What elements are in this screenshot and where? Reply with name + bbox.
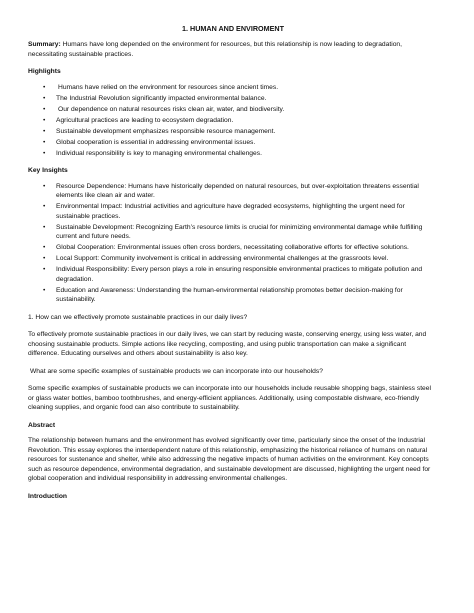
question-2: What are some specific examples of sustainable products we can incorporate into our households? xyxy=(30,367,323,375)
list-item: • Sustainable development emphasizes responsible resource management. xyxy=(56,127,438,137)
list-item: • Global Cooperation: Environmental issues often cross borders, necessitating collaborative efforts for effective solutions. xyxy=(56,243,438,253)
highlights-list xyxy=(28,83,438,159)
document-title: 1. HUMAN AND ENVIROMENT xyxy=(182,24,284,33)
list-item: • Individual Responsibility: Every person plays a role in ensuring responsible environmental practices to mitigate pollution and degradation. xyxy=(56,265,438,284)
summary-paragraph xyxy=(28,40,438,59)
answer-1: To effectively promote sustainable practices in our daily lives, we can start by reducing waste, conserving energy, using less water, and choosing sustainable products. Simple actions like recycling, composting, and using public transportation can make a significant difference. Educating ourselves and others about sustainability is also key. xyxy=(28,331,427,357)
question-1: 1. How can we effectively promote sustainable practices in our daily lives? xyxy=(28,313,248,321)
list-item: • Local Support: Community involvement is critical in addressing environmental challenges at the grassroots level. xyxy=(56,254,438,264)
list-item: • Resource Dependence: Humans have historically depended on natural resources, but over-exploitation threatens essential elements like clean air and water. xyxy=(56,182,438,201)
key-insights-heading: Key Insights xyxy=(28,167,68,174)
list-item: • Our dependence on natural resources risks clean air, water, and biodiversity. xyxy=(56,105,438,115)
list-item: • Global cooperation is essential in addressing environmental issues. xyxy=(56,138,438,148)
list-item: • Education and Awareness: Understanding the human-environmental relationship promotes better decision-making for sustainability. xyxy=(56,286,438,305)
introduction-heading: Introduction xyxy=(28,492,68,500)
abstract-paragraph: The relationship between humans and the environment has evolved significantly over time, particularly since the onset of the Industrial Revolution. This essay explores the interdependent nature of this relationship, emphasizing the historical reliance of humans on natural resources for sustenance and shelter, while also addressing the negative impacts of human activities on the environment. Key concepts such as resource dependence, environmental degradation, and sustainable development are discussed, highlighting the urgent need for global cooperation and individual responsibility in addressing environmental challenges. xyxy=(28,437,431,482)
list-item: • Humans have relied on the environment for resources since ancient times. xyxy=(56,83,438,93)
list-item: • Agricultural practices are leading to ecosystem degradation. xyxy=(56,116,438,126)
summary-text: Humans have long depended on the environment for resources, but this relationship is now leading to degradation, necessitating sustainable practices. xyxy=(28,41,402,58)
list-item: • Sustainable Development: Recognizing Earth’s resource limits is crucial for minimizing environmental damage while fulfilling current and future needs. xyxy=(56,223,438,242)
list-item: • Environmental Impact: Industrial activities and agriculture have degraded ecosystems, highlighting the urgent need for sustainable practices. xyxy=(56,202,438,221)
highlights-heading: Highlights xyxy=(28,68,61,75)
summary-label: Summary: xyxy=(28,41,61,48)
abstract-heading: Abstract xyxy=(28,421,56,429)
list-item: • Individual responsibility is key to managing environmental challenges. xyxy=(56,149,438,159)
answer-2: Some specific examples of sustainable products we can incorporate into our households include reusable shopping bags, stainless steel or glass water bottles, bamboo toothbrushes, and energy-efficient appliances. Additionally, using compostable dishware, eco-friendly cleaning supplies, and organic food can also contribute to sustainability. xyxy=(28,385,431,411)
key-insights-list xyxy=(28,182,438,305)
list-item: • The Industrial Revolution significantly impacted environmental balance. xyxy=(56,94,438,104)
